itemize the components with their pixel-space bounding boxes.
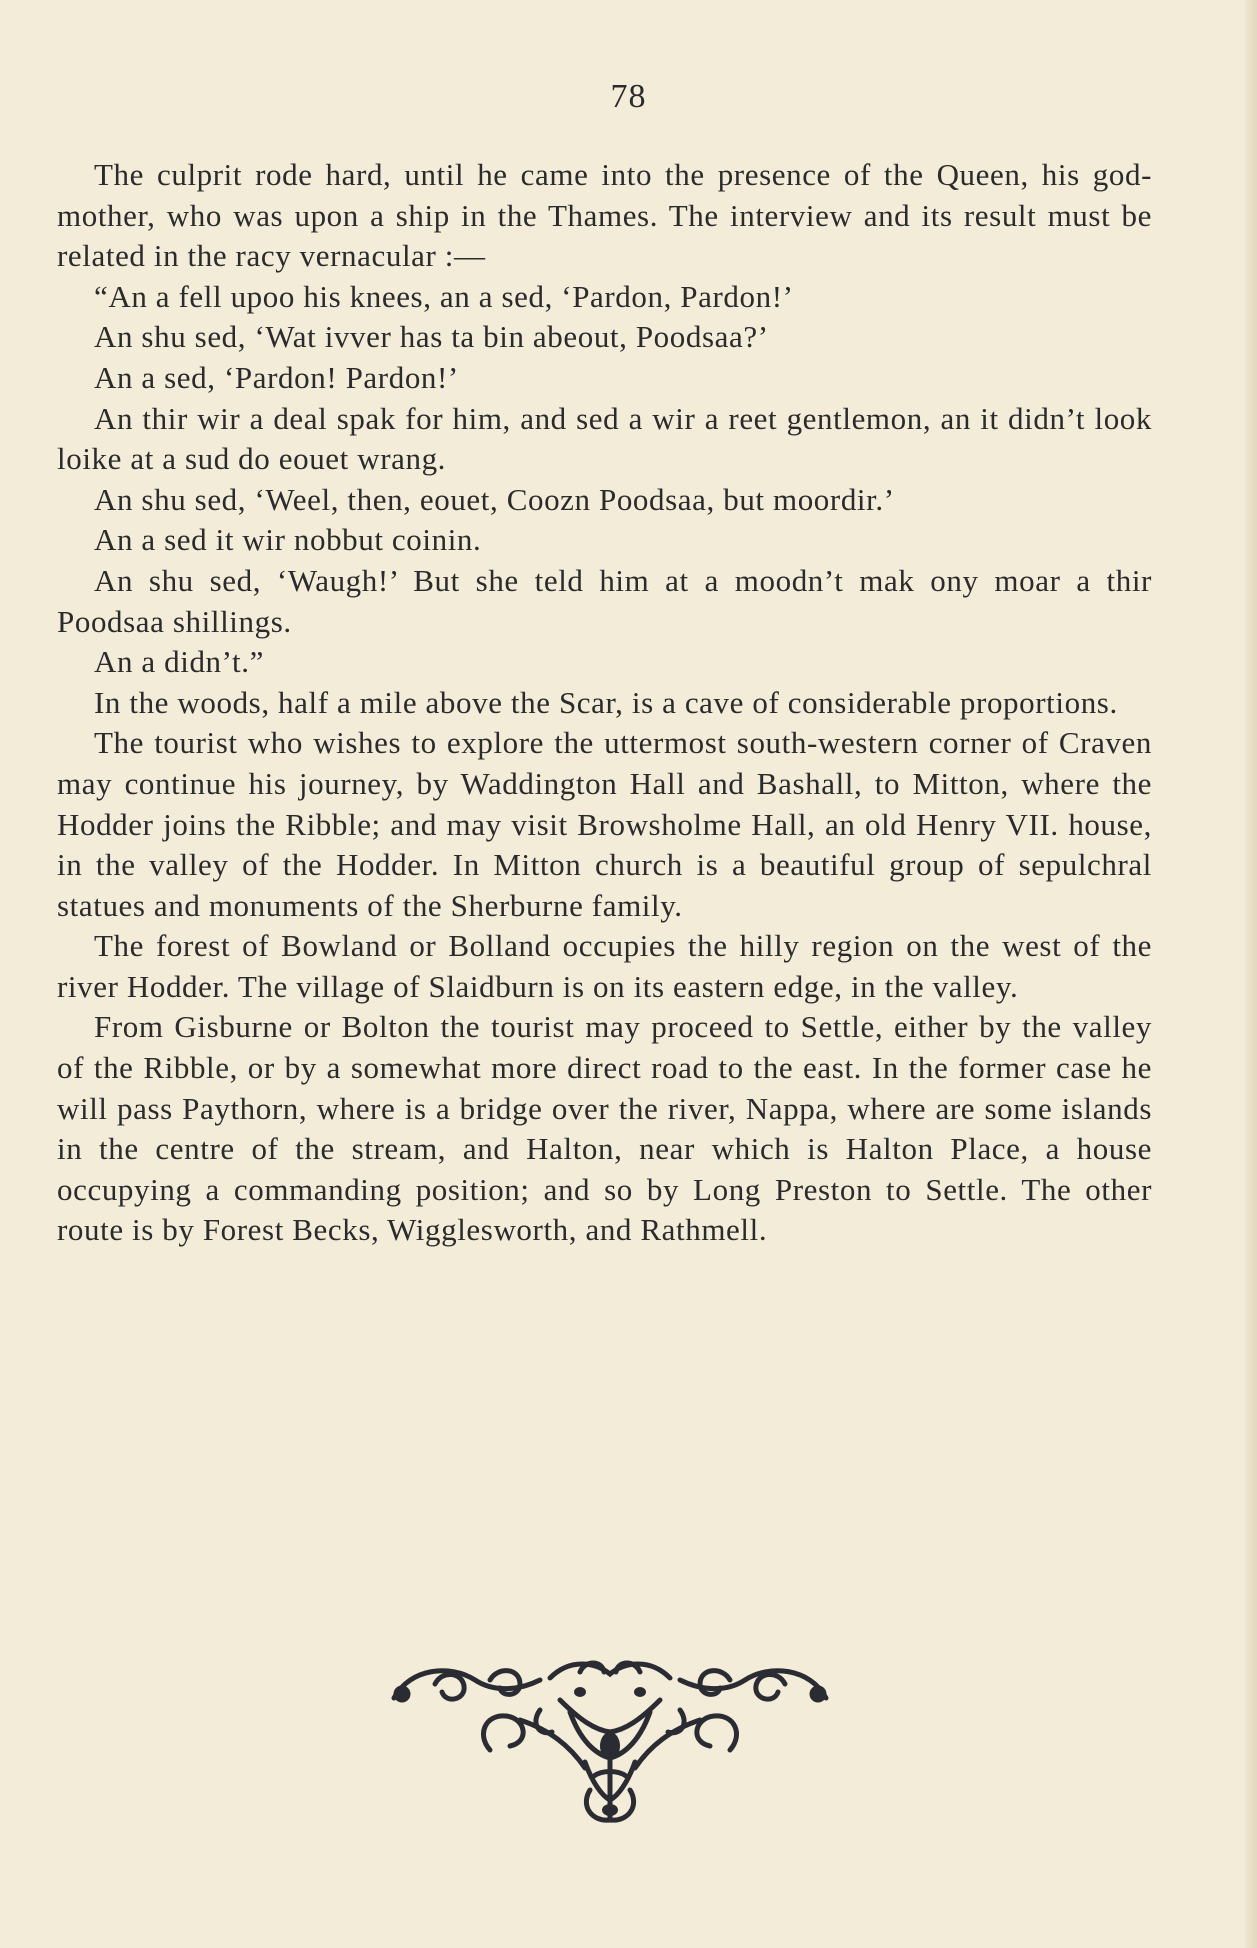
paragraph-mitton: The tourist who wishes to explore the uttermost south-western corner of Craven may continue his journey, by Waddington Hall and Bashall, to Mitton, where the Hodder joins the Ribble; and may visit Browsholme Hall, an old Henry VII. house, in the valley of the Hodder. In Mitton church is a beautiful group of sepulchral statues and monuments of the Sherburne family. (57, 725, 1152, 923)
paragraph-dialect-line: An shu sed, ‘Wat ivver has ta bin abeout, Poodsaa?’ (94, 319, 769, 355)
paragraph-bowland: The forest of Bowland or Bolland occupies the hilly region on the west of the river Hodder. The village of Slaidburn is on its eastern edge, in the valley. (57, 928, 1152, 1004)
page-edge (1245, 0, 1257, 1948)
paragraph-dialect-line: An shu sed, ‘Weel, then, eouet, Coozn Poodsaa, but moordir.’ (94, 481, 895, 517)
paragraph-settle-route: From Gisburne or Bolton the tourist may proceed to Settle, either by the valley of the Ribble, or by a somewhat more direct road to the east. In the former case he will pass Paythorn, where is a bridge over the river, Nappa, where are some islands in the centre of the stream, and Halton, near which is Halton Place, a house occupying a commanding position; and so by Long Preston to Settle. The other route is by Forest Becks, Wigglesworth, and Rathmell. (57, 1009, 1152, 1248)
paragraph-dialect-line: An a sed, ‘Pardon! Pardon!’ (94, 359, 459, 395)
paragraph-dialect-line: An thir wir a deal spak for him, and sed a wir a reet gentlemon, an it didn’t look loike at a sud do eouet wrang. (57, 400, 1152, 477)
paragraph-dialect-line: An a didn’t.” (94, 644, 264, 680)
paragraph-dialect-line: An shu sed, ‘Waugh!’ But she teld him at a moodn’t mak ony moar a thir Poodsaa shillings. (57, 562, 1152, 639)
paragraph-dialect-line: An a sed it wir nobbut coinin. (94, 522, 482, 558)
paragraph-culprit: The culprit rode hard, until he came into the presence of the Queen, his god-mother, who was upon a ship in the Thames. The interview and its result must be related in the racy vernacular :— (57, 157, 1152, 274)
page-number: 78 (610, 78, 647, 115)
floral-tailpiece-icon (380, 1650, 840, 1830)
body-text (57, 155, 1152, 1251)
paragraph-cave: In the woods, half a mile above the Scar, is a cave of considerable proportions. (94, 684, 1118, 720)
paragraph-dialect-line: “An a fell upoo his knees, an a sed, ‘Pardon, Pardon!’ (94, 278, 794, 314)
